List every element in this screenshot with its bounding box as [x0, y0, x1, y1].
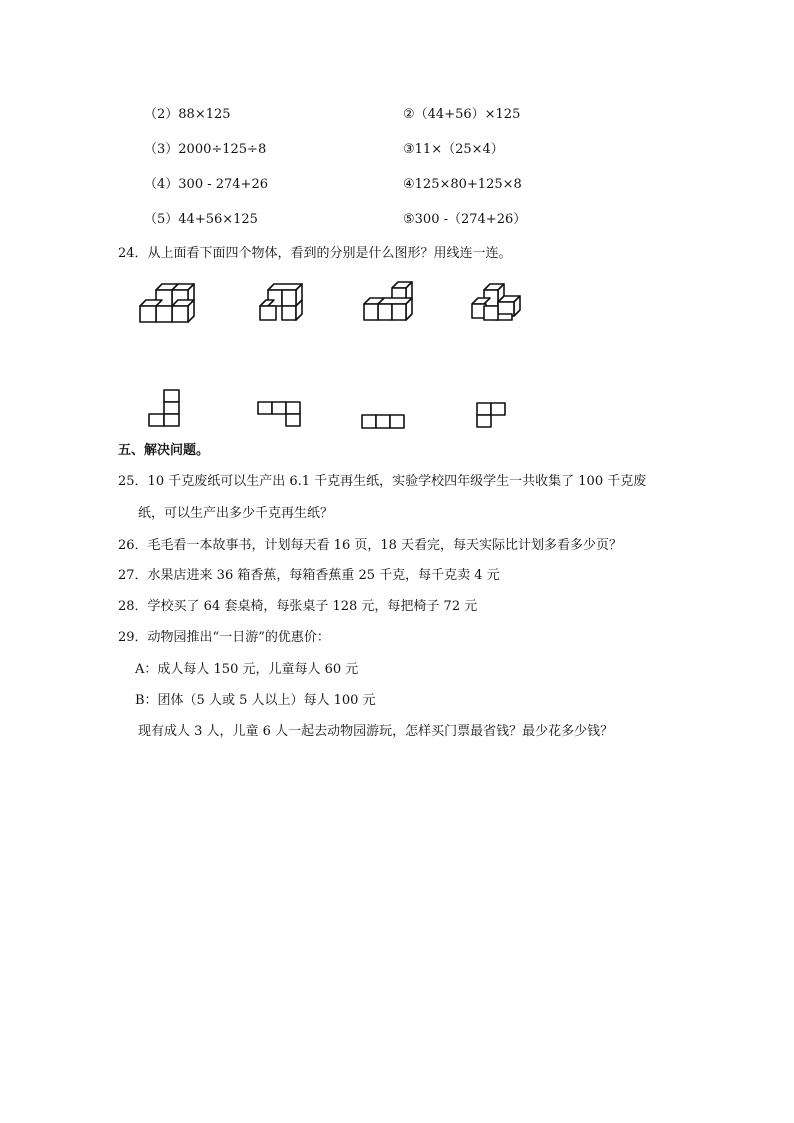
q24-text: 24．从上面看下面四个物体，看到的分别是什么图形？用线连一连。: [118, 246, 512, 261]
q27-text: 27．水果店进来 36 箱香蕉，每箱香蕉重 25 千克，每千克卖 4 元: [118, 568, 500, 583]
q29-text: 29．动物园推出“一日游”的优惠价：: [118, 630, 330, 645]
q23-right-5: ⑤300 -（274+26）: [403, 212, 527, 227]
q23-right-2: ②（44+56）×125: [403, 107, 521, 122]
q29-option-b: B：团体（5 人或 5 人以上）每人 100 元: [135, 693, 376, 708]
q26-text: 26．毛毛看一本故事书，计划每天看 16 页，18 天看完，每天实际比计划多看多少页？: [118, 538, 623, 553]
q28-text: 28．学校买了 64 套桌椅，每张桌子 128 元，每把椅子 72 元: [118, 599, 478, 614]
top-view-2: [256, 399, 306, 429]
top-view-4: [474, 401, 510, 431]
cube-stack-4: [470, 280, 522, 320]
cube-stack-1: [140, 272, 196, 318]
q23-left-5: （5）44+56×125: [144, 212, 258, 227]
top-view-3: [360, 413, 408, 431]
q23-left-3: （3）2000÷125÷8: [144, 142, 267, 157]
q23-right-4: ④125×80+125×8: [403, 177, 522, 192]
q23-left-2: （2）88×125: [144, 107, 231, 122]
q29-option-a: A：成人每人 150 元，儿童每人 60 元: [135, 662, 359, 677]
section-heading: 五、解决问题。: [118, 443, 210, 458]
q25-line2: 纸，可以生产出多少千克再生纸？: [138, 506, 334, 521]
q25-line1: 25．10 千克废纸可以生产出 6.1 千克再生纸，实验学校四年级学生一共收集了 100 千克废: [118, 474, 647, 489]
cube-stack-2: [260, 280, 306, 320]
cube-stack-3: [362, 276, 414, 320]
q29-question: 现有成人 3 人，儿童 6 人一起去动物园游玩，怎样买门票最省钱？最少花多少钱？: [138, 724, 614, 739]
q23-left-4: （4）300 - 274+26: [144, 177, 268, 192]
q23-right-3: ③11×（25×4）: [403, 142, 504, 157]
top-view-1: [146, 389, 182, 429]
